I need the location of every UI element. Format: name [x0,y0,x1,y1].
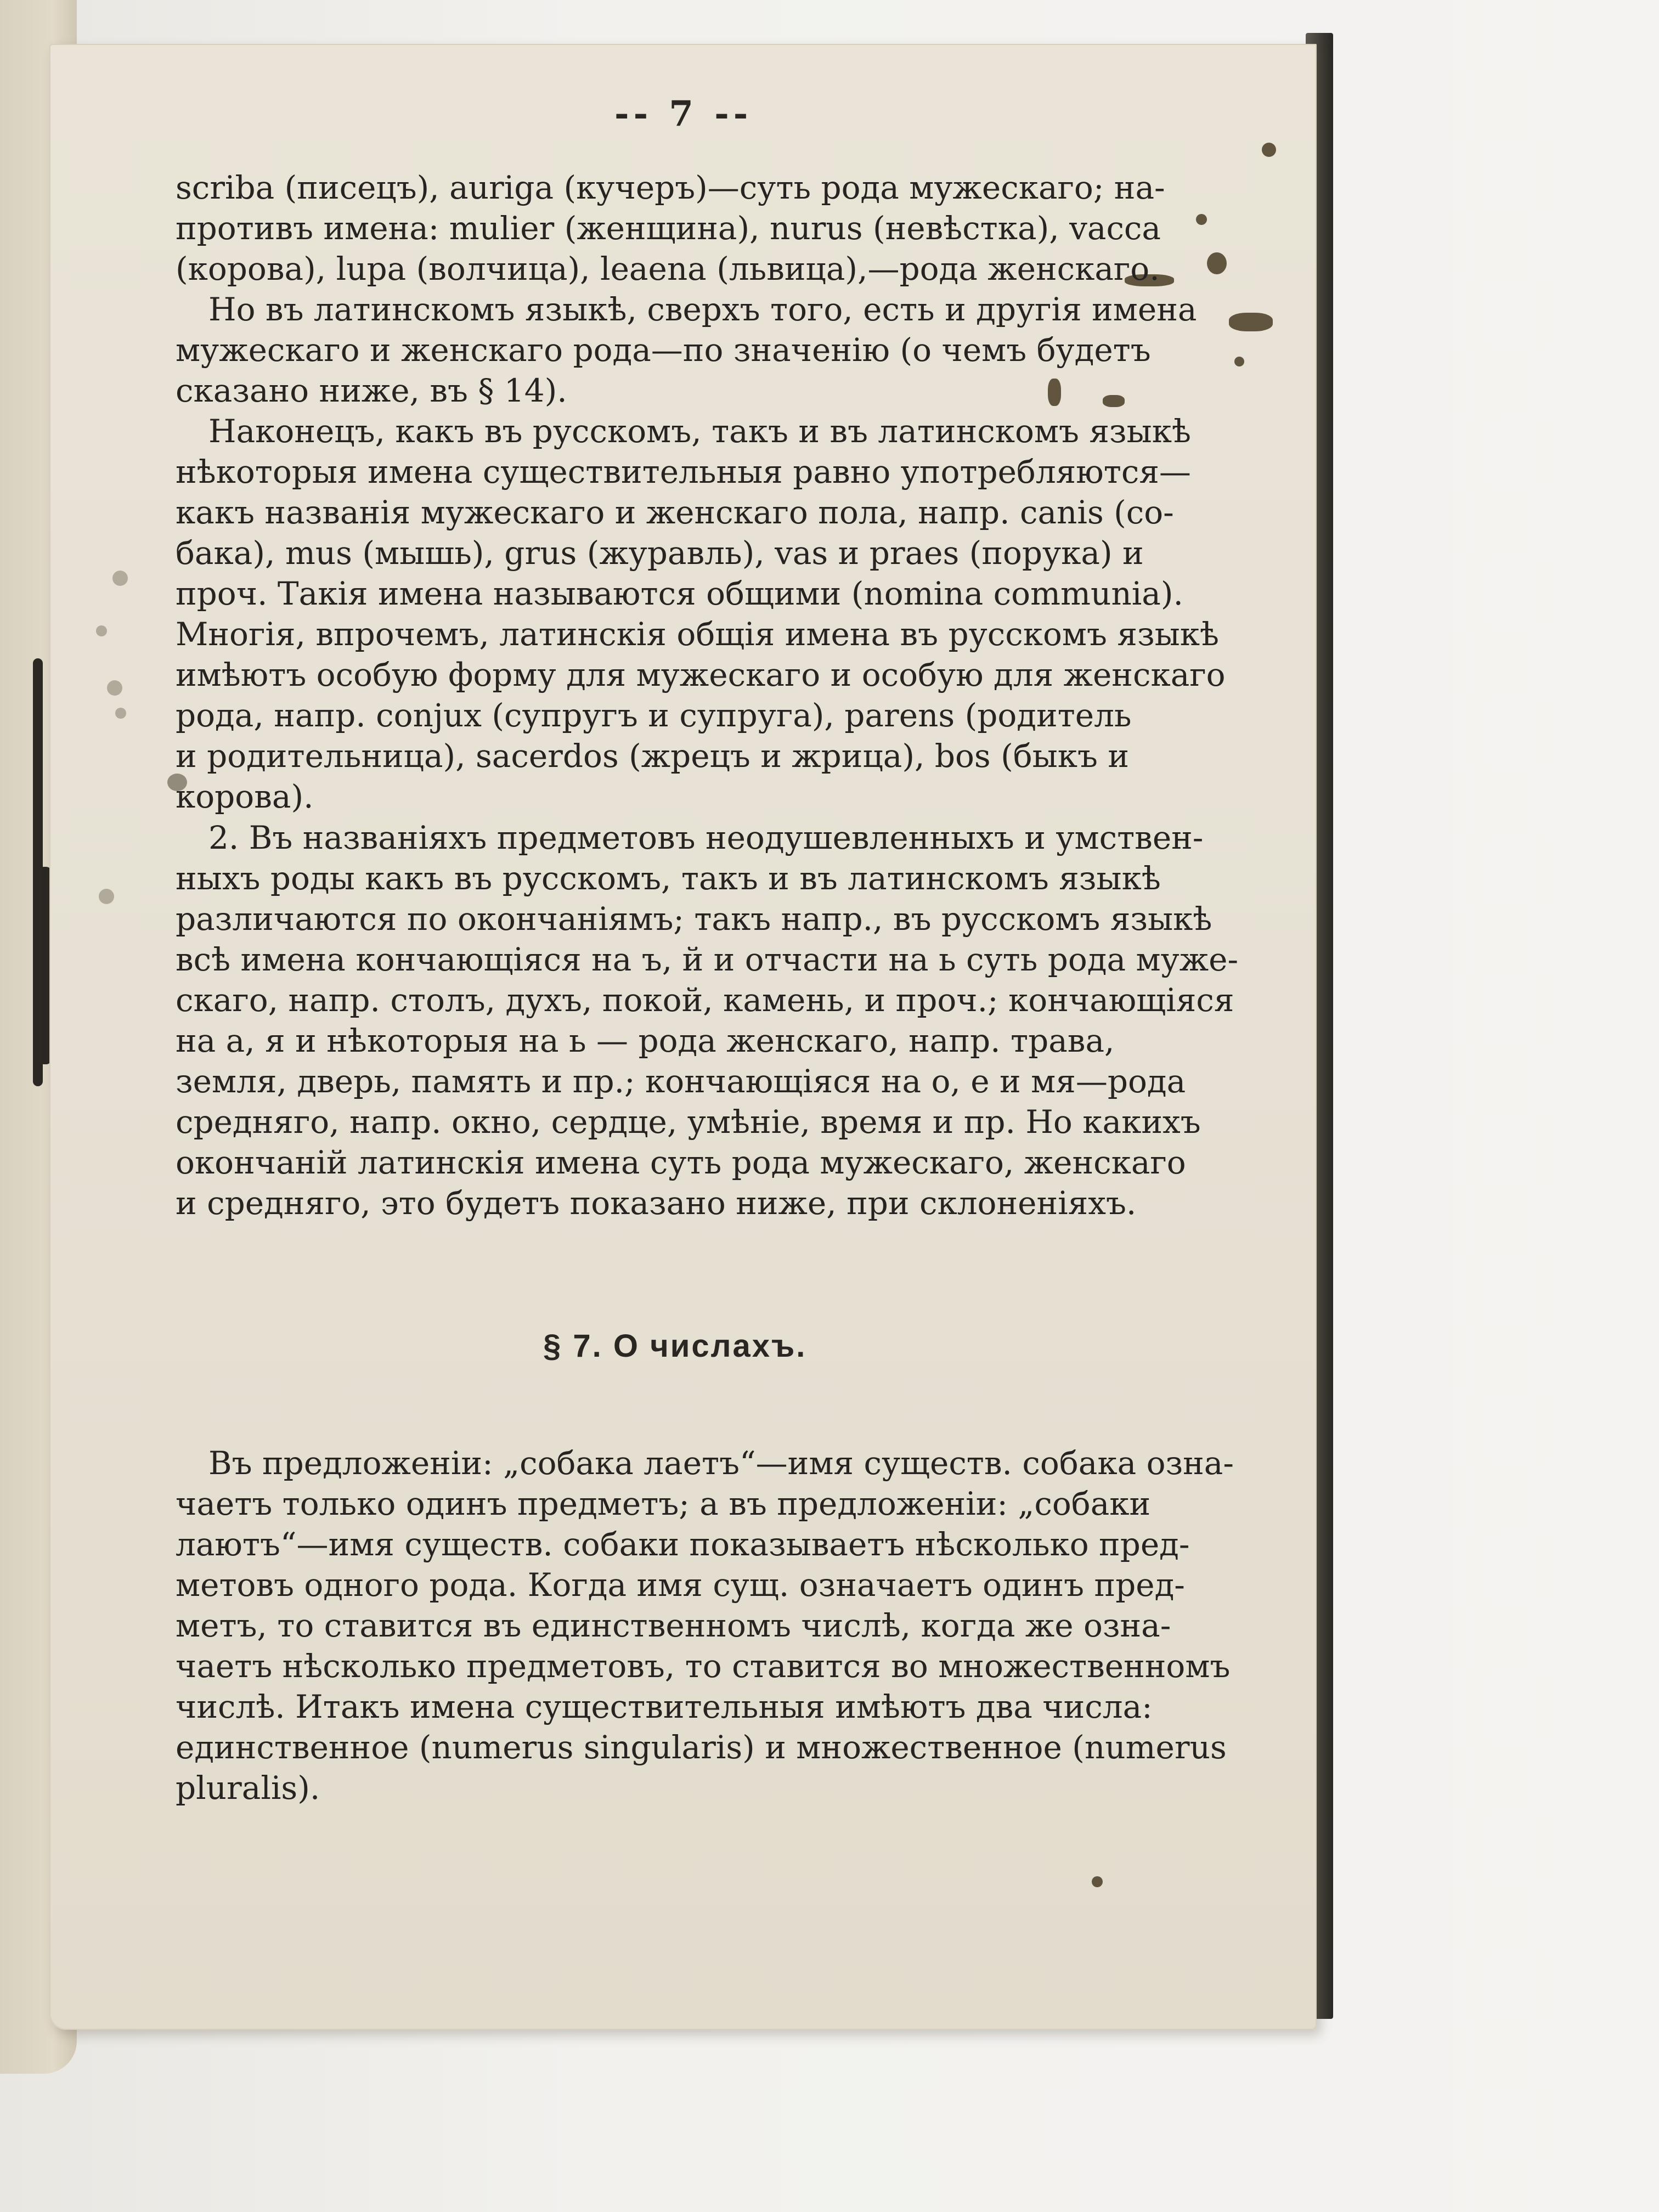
ink-stain [1234,357,1244,366]
section-heading: § 7. О числахъ. [543,1328,807,1364]
ink-stain [1207,252,1227,274]
text-line: scriba (писецъ), auriga (кучеръ)—суть рода мужескаго; на- [176,169,1165,206]
ink-stain [1229,313,1273,331]
text-line: противъ имена: mulier (женщина), nurus (невѣстка), vacca [176,210,1161,247]
text-line: проч. Такія имена называются общими (nomina communia). [176,575,1183,612]
text-line: сказано ниже, въ § 14). [176,372,567,409]
text-line: pluralis). [176,1769,320,1807]
ink-stain [1262,143,1276,157]
text-line: (корова), lupa (волчица), leaena (львица),—рода женскаго. [176,250,1160,287]
text-line: окончаній латинскія имена суть рода мужескаго, женскаго [176,1144,1186,1181]
text-line: 2. Въ названіяхъ предметовъ неодушевленныхъ и умствен- [208,819,1204,856]
worm-hole [115,708,126,719]
text-line: единственное (numerus singularis) и множественное (numerus [176,1729,1227,1766]
text-line: скаго, напр. столъ, духъ, покой, камень, и проч.; кончающіяся [176,981,1234,1019]
text-line: нѣкоторыя имена существительныя равно употребляются— [176,453,1191,490]
text-line: всѣ имена кончающіяся на ъ, й и отчасти на ь суть рода муже- [176,941,1239,978]
page-number: -- 7 -- [614,93,753,134]
text-line: метъ, то ставится въ единственномъ числѣ, когда же озна- [176,1607,1171,1644]
ink-stain [1092,1876,1103,1887]
text-line: корова). [176,778,314,815]
text-line: ныхъ роды какъ въ русскомъ, такъ и въ латинскомъ языкѣ [176,860,1161,897]
text-line: рода, напр. conjux (супругъ и супруга), parens (родитель [176,697,1132,734]
text-block-bottom [176,1443,1234,1808]
text-line: Но въ латинскомъ языкѣ, сверхъ того, есть и другія имена [208,291,1197,328]
text-line: лаютъ“—имя существ. собаки показываетъ нѣсколько пред- [176,1526,1190,1563]
text-line: земля, дверь, память и пр.; кончающіяся на о, е и мя—рода [176,1063,1186,1100]
text-line: метовъ одного рода. Когда имя сущ. означаетъ одинъ пред- [176,1566,1185,1604]
text-line: Въ предложеніи: „собака лаетъ“—имя существ. собака озна- [208,1444,1234,1482]
worm-hole [112,571,128,586]
worm-hole [96,625,107,636]
text-line: различаются по окончаніямъ; такъ напр., въ русскомъ языкѣ [176,900,1212,938]
text-line: Наконецъ, какъ въ русскомъ, такъ и въ латинскомъ языкѣ [208,413,1191,450]
text-line: на а, я и нѣкоторыя на ь — рода женскаго, напр. трава, [176,1022,1115,1059]
text-line: и средняго, это будетъ показано ниже, при склоненіяхъ. [176,1184,1137,1222]
text-line: и родительница), sacerdos (жрецъ и жрица), bos (быкъ и [176,737,1130,775]
text-block-top [176,167,1226,817]
text-line: какъ названія мужескаго и женскаго пола, напр. canis (со- [176,494,1174,531]
worm-hole [99,889,114,904]
text-line: чаетъ только одинъ предметъ; а въ предложеніи: „собаки [176,1485,1151,1522]
text-line: чаетъ нѣсколько предметовъ, то ставится во множественномъ [176,1647,1231,1685]
text-line: имѣютъ особую форму для мужескаго и особую для женскаго [176,656,1226,693]
text-line: мужескаго и женскаго рода—по значенію (о чемъ будетъ [176,331,1151,369]
text-line: Многія, впрочемъ, латинскія общія имена въ русскомъ языкѣ [176,616,1219,653]
text-block-middle [176,817,1239,1223]
text-line: числѣ. Итакъ имена существительныя имѣютъ два числа: [176,1688,1153,1725]
text-line: средняго, напр. окно, сердце, умѣніе, время и пр. Но какихъ [176,1103,1201,1141]
text-line: бака), mus (мышь), grus (журавль), vas и praes (порука) и [176,534,1144,572]
worm-hole [107,680,122,696]
